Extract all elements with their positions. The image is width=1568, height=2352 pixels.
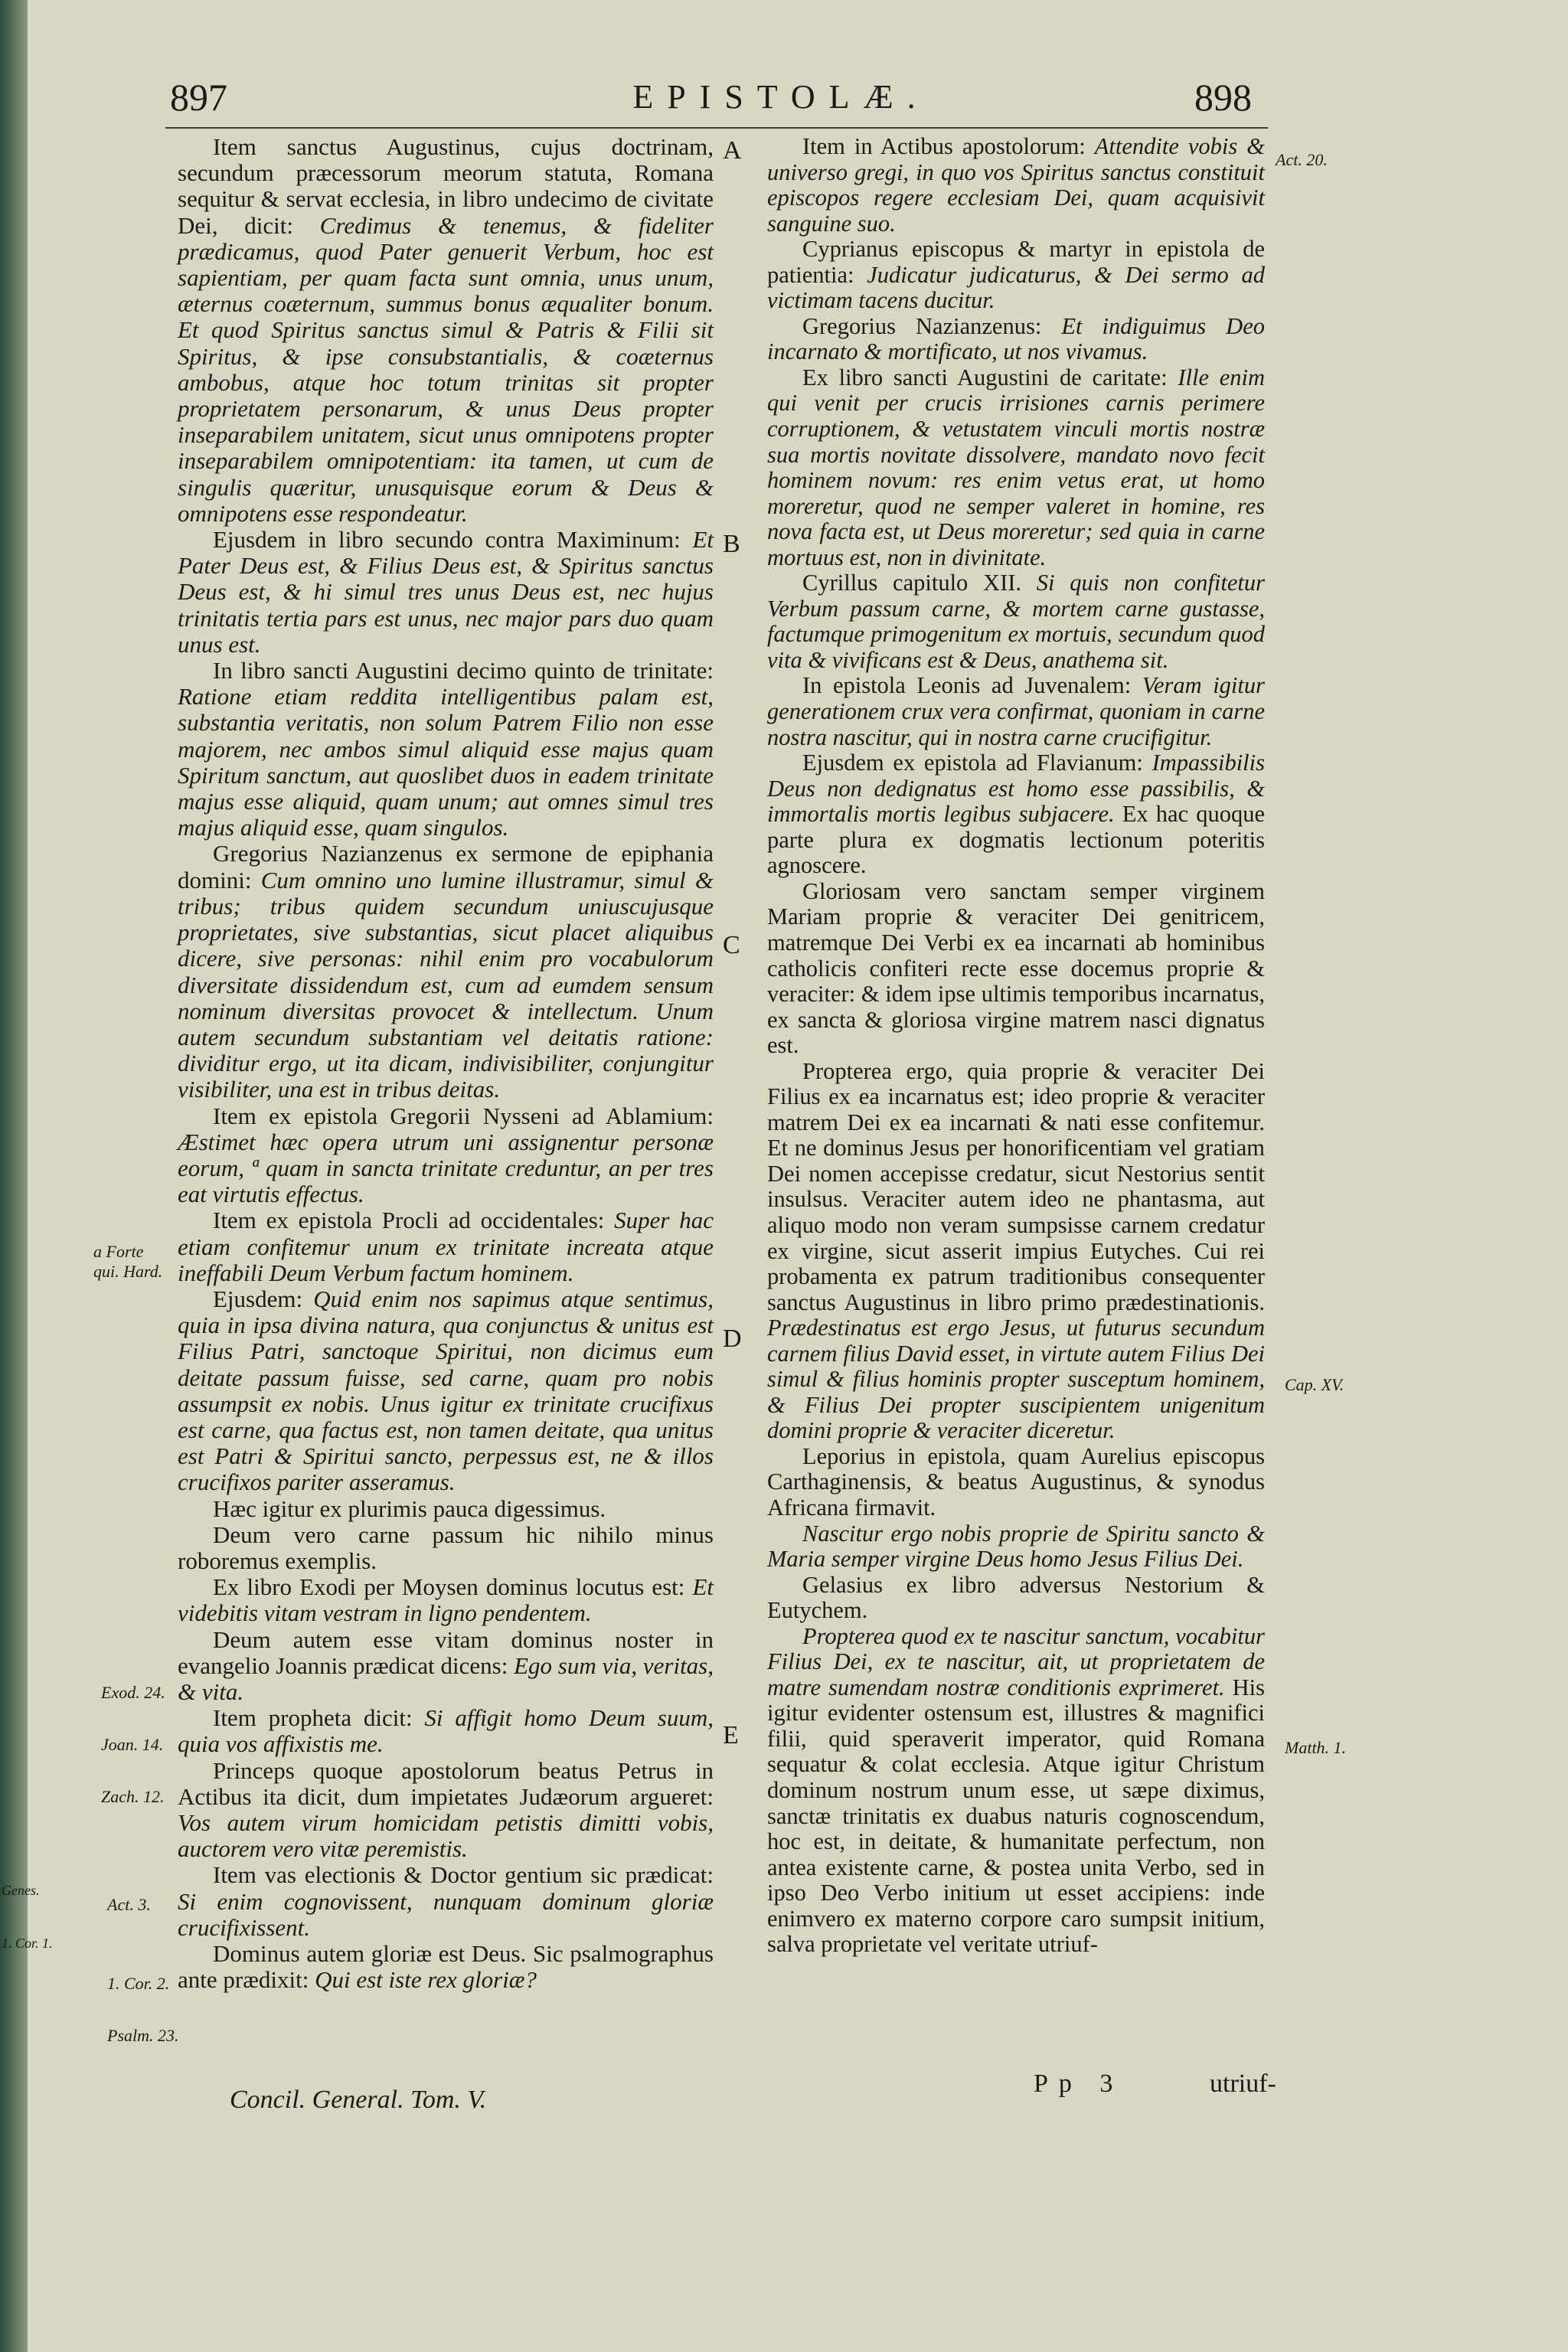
paragraph-text: Item ex epistola Gregorii Nysseni ad Ablamium:: [213, 1102, 714, 1129]
paragraph-quotation: Et Pater Deus est, & Filius Deus est, & Spiritus sanctus Deus est, & hi simul tres unus Deus est, nec hujus trinitatis tertia pars est unus, nec major pars duo quam unus est.: [178, 526, 714, 658]
paragraph-quotation: Propterea quod ex te nascitur sanctum, vocabitur Filius Dei, ex te nascitur, ait, ut proprietatem de matre sumendam nostræ conditionis exprimeret.: [767, 1622, 1265, 1700]
paragraph-quotation: Prædestinatus est ergo Jesus, ut futurus secundum carnem filius David esset, in virtute autem Filius Dei simul & filius hominis propter susceptum hominem, & Filius Dei propter suscipientem unigenitum domini proprie & veraciter diceretur.: [767, 1315, 1265, 1444]
paragraph-quotation: Ratione etiam reddita intelligentibus palam est, substantia veritatis, non solum Patrem Filio non esse majorem, nec ambos simul aliquid esse majus quam Spiritum sanctum, aut quoslibet duos in eadem trinitate majus esse aliquid, quam unum; aut omnes simul tres majus aliquid esse, quam singulos.: [178, 683, 714, 841]
paragraph-tail: Ex hac quoque parte plura ex dogmatis lectionum poteritis agnoscere.: [767, 801, 1266, 879]
paragraph-text: Princeps quoque apostolorum beatus Petrus in Actibus ita dicit, dum impietates Judæorum argueret:: [178, 1756, 714, 1810]
section-letter-a: A: [723, 136, 742, 165]
paragraph-text: Ex libro sancti Augustini de caritate:: [802, 364, 1178, 390]
margin-note-exod: Exod. 24.: [101, 1683, 165, 1702]
margin-note-forte: a Forte qui. Hard.: [93, 1242, 163, 1281]
section-letter-e: E: [723, 1721, 739, 1749]
right-page-number: 898: [1194, 76, 1252, 119]
paragraph-quotation: Si quis non confitetur Verbum passum carne, & mortem carne gustasse, factumque primogenitum ex mortuis, secundum quod vita & vivificans est & Deus, anathema sit.: [767, 570, 1265, 673]
paragraph: [767, 1624, 1265, 1958]
catchword: utriuf-: [1210, 2069, 1276, 2098]
paragraph: [767, 673, 1265, 750]
margin-note-cap-15: Cap. XV.: [1285, 1375, 1344, 1394]
paragraph: [178, 1522, 714, 1574]
paragraph-quotation: Et indiguimus Deo incarnato & mortificato, ut nos vivamus.: [767, 312, 1265, 365]
paragraph-quotation: Æstimet hæc opera utrum uni assignentur personæ eorum, ª quam in sancta trinitate creduntur, an per tres eat virtutis effectus.: [178, 1128, 714, 1208]
left-text-column: [178, 134, 714, 1993]
paragraph-quotation: Credimus & tenemus, & fideliter prædicamus, quod Pater genuerit Verbum, hoc est sapientiam, per quam facta sunt omnia, unus unum, æternus coæternum, summus bonus æqualiter bonum. Et quod Spiritus sanctus simul & Patris & Filii sit Spiritus, & ipse consubstantialis, & coæternus ambobus, atque hoc totum trinitas sit propter proprietatem personarum, & unus Deus propter inseparabilem unitatem, sicut unus omnipotens propter inseparabilem omnipotentiam: ita tamen, ut cum de singulis quæritur, unusquisque eorum & Deus & omnipotens esse respondeatur.: [178, 211, 714, 527]
paragraph-quotation: Si affigit homo Deum suum, quia vos affixistis me.: [178, 1704, 714, 1758]
paragraph: [178, 1627, 714, 1706]
paragraph: [178, 1705, 714, 1757]
paragraph-quotation: Impassibilis Deus non dedignatus est homo esse passibilis, & immortalis mortis legibus subjacere.: [767, 750, 1265, 828]
paragraph-text: Ex libro Exodi per Moysen dominus locutus est:: [213, 1573, 693, 1601]
paragraph-tail: His igitur evidenter ostensum est, illustres & magnifici filii, quid speraverit imperator, quid Romana sequatur & colat ecclesia. Atque igitur Christum dominum nostrum unum esse, ut sæpe diximus, sanctæ trinitatis ex duabus naturis cognoscendum, hoc est, in deitate, & humanitate perfectum, non antea existente carne, & postea unita Verbo, sed in ipso Deo Verbo initium ut esset accipiens: inde enimvero ex materno corpore caro sumpsit initium, salva proprietate vel veritate utriuf-: [767, 1674, 1265, 1958]
left-page-number: 897: [170, 76, 227, 119]
paragraph: [178, 134, 714, 527]
page-gutter: [0, 0, 28, 2352]
paragraph: [767, 879, 1265, 1059]
paragraph: [178, 1941, 714, 1993]
paragraph: [178, 1862, 714, 1941]
paragraph: [178, 841, 714, 1102]
paragraph-text: Item ex epistola Procli ad occidentales:: [213, 1207, 615, 1234]
paragraph: [767, 1521, 1265, 1573]
paragraph-text: Gloriosam vero sanctam semper virginem Mariam proprie & veraciter Dei genitricem, matremque Dei Verbi ex ea incarnati ab hominibus catholicis confiteri recte esse docemus proprie & veraciter: & idem ipse ultimis temporibus incarnatus, ex sancta & gloriosa virgine matrem nasci dignatus est.: [767, 877, 1265, 1059]
paragraph-text: Item vas electionis & Doctor gentium sic prædicat:: [213, 1861, 714, 1889]
paragraph-text: Gelasius ex libro adversus Nestorium & Eutychem.: [767, 1571, 1265, 1624]
margin-note-act: Act. 3.: [107, 1895, 151, 1914]
paragraph: [178, 1103, 714, 1208]
paragraph-quotation: Attendite vobis & universo gregi, in quo vos Spiritus sanctus constituit episcopos regere ecclesiam Dei, quam acquisivit sanguine suo.: [767, 133, 1265, 237]
margin-note-psalm: Psalm. 23.: [107, 2026, 179, 2045]
paragraph: [767, 1444, 1265, 1521]
paragraph-quotation: Si enim cognovissent, nunquam dominum gloriæ crucifixissent.: [178, 1887, 714, 1941]
paragraph-quotation: Nascitur ergo nobis proprie de Spiritu sancto & Maria semper virgine Deus homo Jesus Filius Dei.: [767, 1520, 1265, 1573]
paragraph-quotation: Et videbitis vitam vestram in ligno pendentem.: [178, 1573, 714, 1627]
paragraph-text: Propterea ergo, quia proprie & veraciter Dei Filius ex ea incarnatus est; ideo proprie & veraciter matrem Dei ex ea incarnati & nati esse confitemur. Et ne dominus Jesus per honorificentiam vel gratiam Dei nomen accepisse credatur, sicut Nestorius sentit insulsus. Veraciter autem ideo ne phantasma, aut aliquo modo non veram sumpsisse carnem credatur ex virgine, sicut asserit impius Eutyches. Cui rei probamenta ex patrum traditionibus consequenter sanctus Augustinus in libro primo prædestinationis.: [767, 1057, 1265, 1315]
margin-note-genes: Genes.: [2, 1883, 40, 1898]
paragraph: [767, 314, 1265, 365]
paragraph-text: Deum vero carne passum hic nihilo minus roboremus exemplis.: [178, 1521, 714, 1574]
paragraph-text: Dominus autem gloriæ est Deus. Sic psalmographus ante prædixit:: [178, 1940, 714, 1994]
paragraph-text: Item sanctus Augustinus, cujus doctrinam, secundum præcessorum meorum statuta, Romana sequitur & servat ecclesia, in libro undecimo de civitate Dei, dicit:: [178, 133, 714, 239]
paragraph-quotation: Ego sum via, veritas, & vita.: [178, 1651, 714, 1705]
signature-mark: Pp 3: [1034, 2069, 1124, 2098]
paragraph-text: Gregorius Nazianzenus:: [802, 312, 1062, 339]
paragraph-text: Gregorius Nazianzenus ex sermone de epiphania domini:: [178, 840, 714, 893]
margin-note-act-20: Act. 20.: [1276, 150, 1328, 169]
paragraph-quotation: Veram igitur generationem crux vera confirmat, quoniam in carne nostra nascitur, qui in nostra carne crucifigitur.: [767, 672, 1265, 750]
paragraph: [178, 1574, 714, 1626]
paragraph-text: Ejusdem in libro secundo contra Maximinum:: [213, 526, 693, 554]
paragraph-text: Hæc igitur ex plurimis pauca digessimus.: [213, 1494, 606, 1522]
paragraph-text: In libro sancti Augustini decimo quinto de trinitate:: [213, 657, 714, 684]
paragraph-quotation: Qui est iste rex gloriæ?: [315, 1966, 537, 1994]
paragraph-text: In epistola Leonis ad Juvenalem:: [802, 672, 1142, 699]
section-letter-d: D: [723, 1325, 742, 1353]
header-rule: [165, 127, 1268, 129]
paragraph-text: Item propheta dicit:: [213, 1704, 425, 1732]
running-title: EPISTOLÆ.: [632, 78, 929, 116]
paragraph-quotation: Ille enim qui venit per crucis irrisiones carnis perimere corruptionem, & vetustatem vinculi mortis nostræ sua mortis novitate dissolvere, mandato novo fecit hominem novum: res enim vetus erat, ut homo moreretur, quod ne semper valeret in homine, res nova facta est, ut Deus moreretur; sed quia in carne mortuus est, non in divinitate.: [767, 364, 1265, 570]
paragraph-quotation: Judicatur judicaturus, & Dei sermo ad victimam tacens ducitur.: [767, 261, 1265, 314]
paragraph-quotation: Vos autem virum homicidam petistis dimitti vobis, auctorem vero vitæ peremistis.: [178, 1809, 714, 1863]
paragraph: [178, 1758, 714, 1863]
paragraph: [178, 658, 714, 841]
paragraph-text: Deum autem esse vitam dominus noster in evangelio Joannis prædicat dicens:: [178, 1625, 714, 1679]
paragraph-quotation: Cum omnino uno lumine illustramur, simul & tribus; tribus quidem secundum uniuscujusque proprietates, sive substantias, sicut placet aliquibus dicere, sive personas: nihil enim pro vocabulorum diversitate dissidendum est, cum ad eumdem sensum nominum diversitas provocet & intellectum. Unum autem secundum substantiam vel deitatis ratione: dividitur ergo, ut ita dicam, indivisibiliter, conjungitur visibiliter, una est in tribus deitas.: [178, 866, 714, 1103]
paragraph-text: Leporius in epistola, quam Aurelius episcopus Carthaginensis, & beatus Augustinus, & synodus Africana firmavit.: [767, 1442, 1265, 1521]
paragraph-quotation: Super hac etiam confitemur unum ex trinitate increata atque ineffabili Deum Verbum factum hominem.: [178, 1207, 714, 1286]
paragraph: [767, 237, 1265, 314]
paragraph: [178, 527, 714, 658]
section-letter-c: C: [723, 931, 740, 959]
paragraph: [178, 1207, 714, 1286]
paragraph: [178, 1496, 714, 1522]
paragraph: [767, 134, 1265, 237]
section-letter-b: B: [723, 530, 740, 558]
right-text-column: [767, 134, 1265, 1958]
paragraph: [767, 365, 1265, 570]
paragraph: [767, 750, 1265, 879]
paragraph-text: Item in Actibus apostolorum:: [802, 133, 1095, 159]
paragraph-text: Cyrillus capitulo XII.: [802, 570, 1037, 596]
paragraph-quotation: Quid enim nos sapimus atque sentimus, quia in ipsa divina natura, qua conjunctus & unitus est Filius Patri, sanctoque Spiritui, non dicimus eum deitate passum fuisse, sed carne, quam pro nobis assumpsit ex nobis. Unus igitur ex trinitate crucifixus est carne, qua factus est, non tamen deitate, qua unitus est Patri & Spiritui sancto, perpessus est, ne & illos crucifixos pariter asseramus.: [178, 1285, 714, 1496]
paragraph: [767, 570, 1265, 673]
paragraph: [767, 1573, 1265, 1624]
paragraph-text: Cyprianus episcopus & martyr in epistola de patientia:: [767, 236, 1265, 288]
paragraph: [767, 1059, 1265, 1444]
margin-note-matth: Matth. 1.: [1285, 1738, 1347, 1757]
margin-note-zach: Zach. 12.: [101, 1787, 165, 1806]
paragraph-text: Ejusdem ex epistola ad Flavianum:: [802, 750, 1152, 776]
volume-footer: Concil. General. Tom. V.: [230, 2086, 487, 2114]
margin-note-joan: Joan. 14.: [101, 1735, 164, 1754]
margin-note-cor-edge: 1. Cor. 1.: [2, 1936, 53, 1951]
paragraph: [178, 1286, 714, 1496]
paragraph-text: Ejusdem:: [213, 1285, 314, 1312]
margin-note-cor: 1. Cor. 2.: [107, 1974, 170, 1993]
